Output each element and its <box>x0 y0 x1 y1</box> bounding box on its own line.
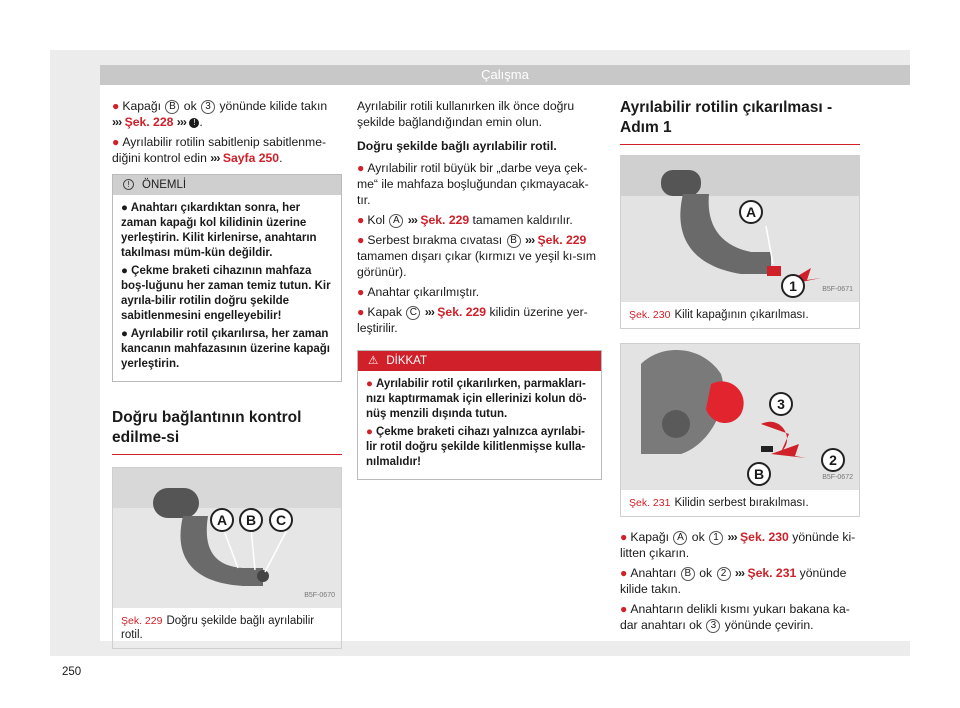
bullet-icon: ● <box>357 161 365 175</box>
figure-code: B5F-0671 <box>822 286 853 293</box>
notice-item: ● Anahtarı çıkardıktan sonra, her zaman kapağı kol kilidinin üzerine yerleştirin. Kilit kirlenirse, anahtarın takılması müm-kün değildir. <box>121 202 317 259</box>
figure-image <box>621 344 859 490</box>
bullet-icon: ● <box>112 135 120 149</box>
warning-item: ● Ayrılabilir rotil çıkarılırken, parmakları-nızı kaptırmamak için ellerinizi kolun dö-nüş menzili dışında tutun. <box>366 378 587 420</box>
warning-triangle-icon: ⚠ <box>368 355 379 367</box>
figure-image <box>621 156 859 302</box>
figure-label: C <box>269 508 293 532</box>
check-item: ● Kol A ››› Şek. 229 tamamen kaldırılır. <box>357 213 573 227</box>
notice-header: ! ÖNEMLİ <box>113 175 341 195</box>
intro-text: Ayrılabilir rotili kullanırken ilk önce doğru şekilde bağlandığından emin olun. <box>357 99 575 129</box>
ref-badge: 1 <box>709 531 723 545</box>
ref-badge: B <box>681 567 695 581</box>
notice-body <box>113 195 341 381</box>
bullet-icon: ● <box>366 426 373 438</box>
column-3 <box>620 98 860 637</box>
ref-arrow: ››› <box>524 233 535 247</box>
figure-link[interactable]: Şek. 231 <box>747 566 797 580</box>
bullet-icon: ● <box>357 233 365 247</box>
bullet-icon: ● <box>620 602 628 616</box>
ref-badge: A <box>389 214 403 228</box>
column-2 <box>357 98 602 480</box>
bullet-icon: ● <box>357 213 365 227</box>
bullet-lock-cap: ● Kapağı B ok 3 yönünde kilide takın ››› Şek. 228 ››› ! . <box>112 99 328 129</box>
bullet-icon: ● <box>357 305 365 319</box>
figure-caption: Şek. 231 Kilidin serbest bırakılması. <box>629 497 809 509</box>
figure-number: Şek. 231 <box>629 497 671 509</box>
figure-number: Şek. 230 <box>629 309 671 321</box>
figure-label: 3 <box>769 392 793 416</box>
bullet-icon: ● <box>121 328 131 340</box>
check-item: ● Ayrılabilir rotil büyük bir „darbe veya çek-me“ ile mahfaza boşluğundan çıkmayacak-tır. <box>357 161 589 207</box>
figure-label: 1 <box>781 274 805 298</box>
page-link[interactable]: Sayfa 250 <box>222 151 280 165</box>
ref-badge: 3 <box>706 619 720 633</box>
bullet-icon: ● <box>121 265 132 277</box>
step-item: ● Anahtarı B ok 2 ››› Şek. 231 yönünde kilide takın. <box>620 566 847 596</box>
check-item: ● Serbest bırakma cıvatası B ››› Şek. 229 tamamen dışarı çıkar (kırmızı ve yeşil kı-sım görünür). <box>357 233 597 279</box>
notice-box <box>112 174 342 382</box>
figure-link[interactable]: Şek. 228 <box>124 115 174 129</box>
bullet-check-fixing: ● Ayrılabilir rotilin sabitlenip sabitlenme-diğini kontrol edin ››› Sayfa 250. <box>112 135 327 165</box>
step-item: ● Kapağı A ok 1 ››› Şek. 230 yönünde ki-litten çıkarın. <box>620 530 856 560</box>
ref-badge: B <box>165 100 179 114</box>
ref-arrow: ››› <box>210 151 220 165</box>
figure-link[interactable]: Şek. 229 <box>420 213 470 227</box>
figure-231 <box>620 343 860 517</box>
warning-body <box>358 371 601 479</box>
ref-arrow: ››› <box>176 115 186 129</box>
ref-badge: A <box>673 531 687 545</box>
bullet-icon: ● <box>366 378 373 390</box>
ref-badge: 2 <box>717 567 731 581</box>
notice-item: ● Çekme braketi cihazının mahfaza boş-luğunu her zaman temiz tutun. Kir ayrıla-bilir rotilin doğru şekilde sabitlenmesini engelleyebilir! <box>121 265 331 322</box>
figure-label: A <box>739 200 763 224</box>
figure-link[interactable]: Şek. 229 <box>537 233 587 247</box>
figure-link[interactable]: Şek. 229 <box>437 305 487 319</box>
check-item: ● Kapak C ››› Şek. 229 kilidin üzerine yer-leştirilir. <box>357 305 588 335</box>
figure-code: B5F-0670 <box>304 592 335 599</box>
section-title-check: Doğru bağlantının kontrol edilme-si <box>112 408 342 455</box>
figure-label: B <box>747 462 771 486</box>
warning-header: ⚠ DİKKAT <box>358 351 601 371</box>
figure-image <box>113 468 341 608</box>
warning-box <box>357 350 602 480</box>
figure-caption: Şek. 230 Kilit kapağının çıkarılması. <box>629 309 809 321</box>
figure-number: Şek. 229 <box>121 615 163 627</box>
ref-badge: C <box>406 306 420 320</box>
figure-code: B5F-0672 <box>822 474 853 481</box>
page-number: 250 <box>62 666 82 678</box>
bullet-icon: ● <box>112 99 120 113</box>
figure-label: B <box>239 508 263 532</box>
warning-icon: ! <box>189 118 199 128</box>
figure-label: 2 <box>821 448 845 472</box>
step-item: ● Anahtarın delikli kısmı yukarı bakana ka-dar anahtarı ok 3 yönünde çevirin. <box>620 602 850 632</box>
figure-229 <box>112 467 342 649</box>
document-page <box>50 50 910 678</box>
removal-steps <box>620 529 860 633</box>
bullet-icon: ● <box>620 566 628 580</box>
bullet-icon: ● <box>121 202 131 214</box>
bullet-icon: ● <box>620 530 628 544</box>
subheading: Doğru şekilde bağlı ayrılabilir rotil. <box>357 139 557 153</box>
check-item: ● Anahtar çıkarılmıştır. <box>357 285 480 299</box>
figure-caption: Şek. 229 Doğru şekilde bağlı ayrılabilir rotil. <box>121 615 315 641</box>
figure-link[interactable]: Şek. 230 <box>740 530 789 544</box>
ref-arrow: ››› <box>734 566 745 580</box>
info-icon: ! <box>123 179 134 190</box>
figure-230 <box>620 155 860 329</box>
ref-arrow: ››› <box>424 305 434 319</box>
column-1 <box>112 98 342 649</box>
ref-arrow: ››› <box>407 213 417 227</box>
towbar-illustration <box>113 468 341 608</box>
ref-badge: 3 <box>201 100 215 114</box>
ref-arrow: ››› <box>727 530 737 544</box>
section-title-removal: Ayrılabilir rotilin çıkarılması - Adım 1 <box>620 98 860 145</box>
section-header: Çalışma <box>100 65 910 85</box>
figure-label: A <box>210 508 234 532</box>
lock-cap-illustration <box>621 156 859 302</box>
ref-arrow: ››› <box>112 115 122 129</box>
warning-item: ● Çekme braketi cihazı yalnızca ayrılabi-lir rotil doğru şekilde kilitlenmişse kulla-nılmalıdır! <box>366 426 586 468</box>
notice-item: ● Ayrılabilir rotil çıkarılırsa, her zaman kancanın mahfazasının üzerine kapağı yerleştirin. <box>121 328 330 370</box>
ref-badge: B <box>507 234 521 248</box>
bullet-icon: ● <box>357 285 365 299</box>
